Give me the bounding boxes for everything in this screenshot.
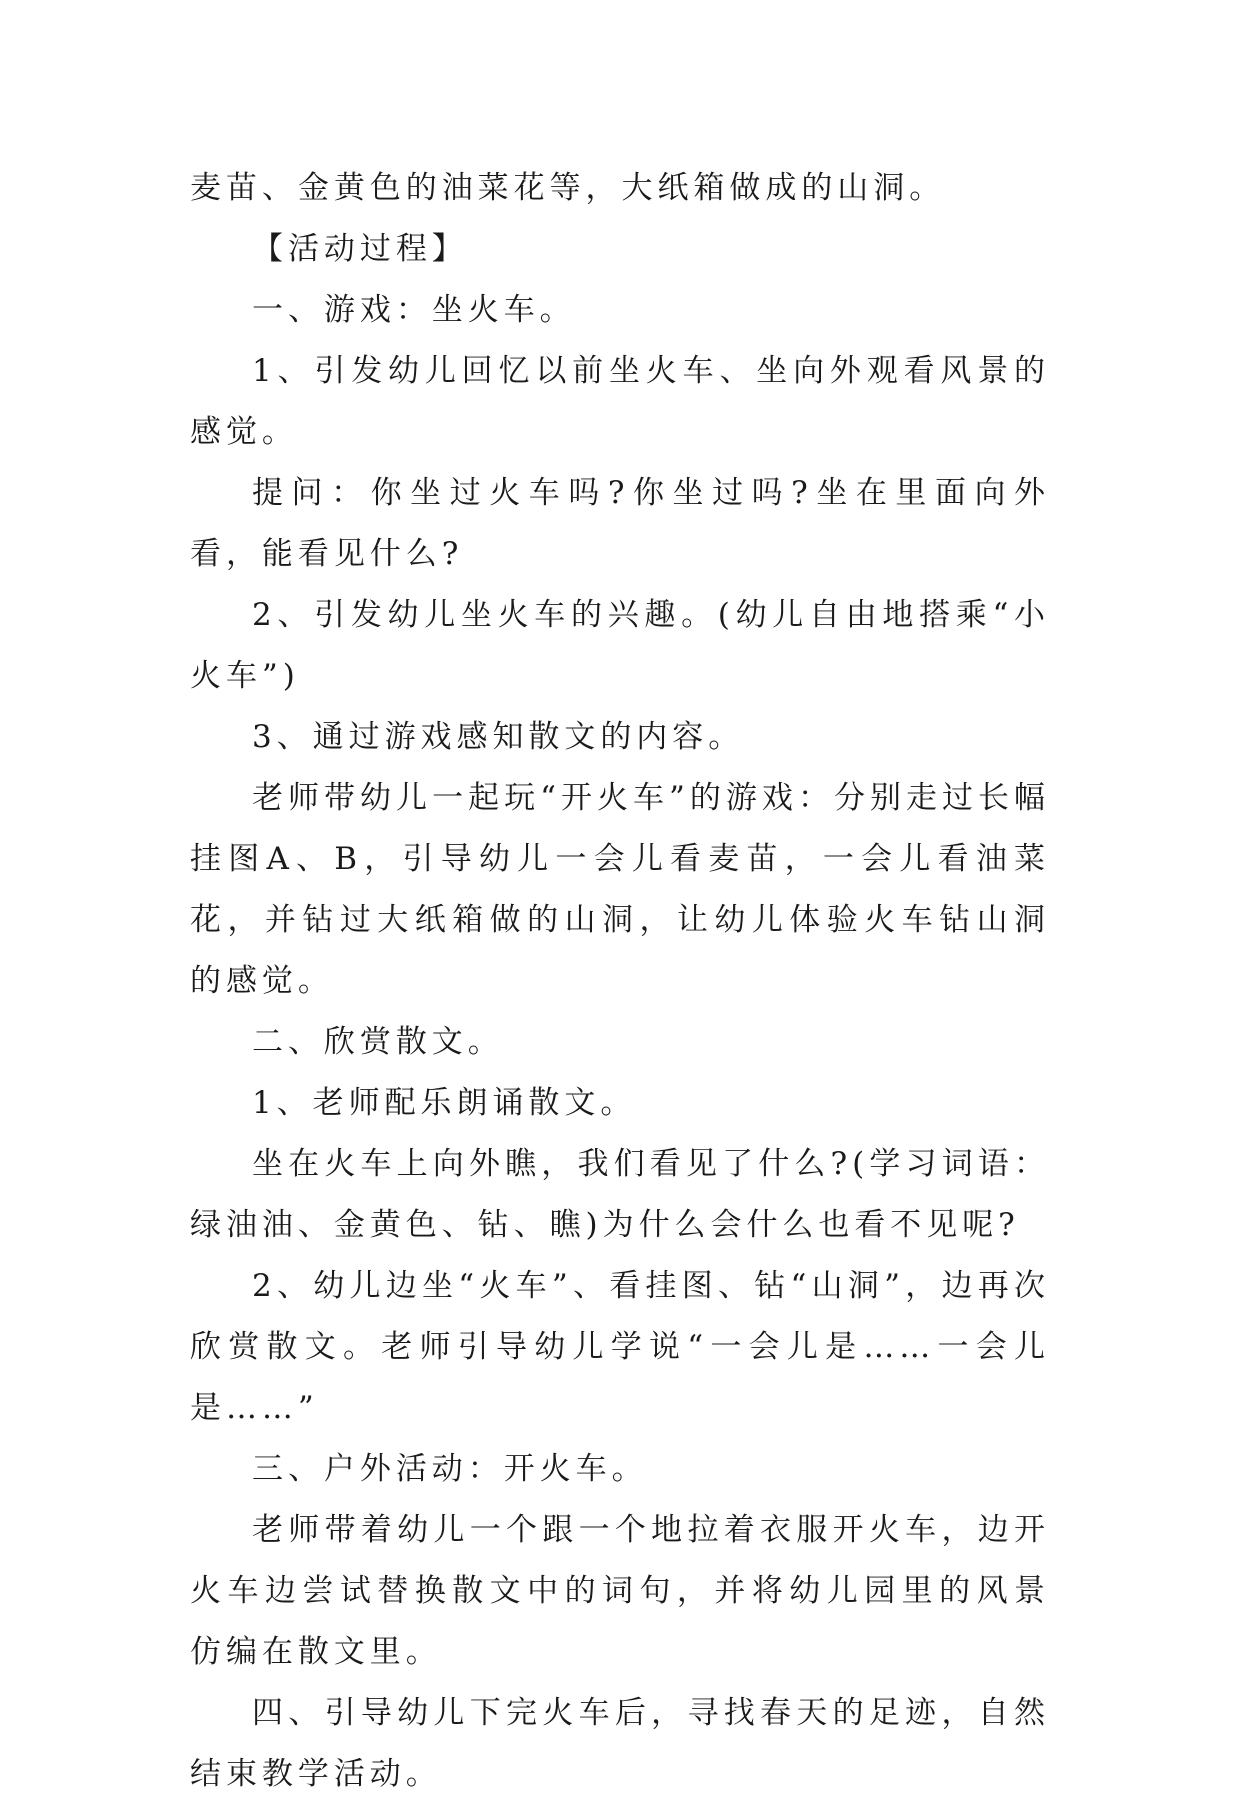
paragraph-step-1: 1、引发幼儿回忆以前坐火车、坐向外观看风景的感觉。 [190, 353, 1050, 450]
document-page [190, 158, 1050, 1805]
paragraph-train-game: 老师带幼儿一起玩“开火车”的游戏：分别走过长幅挂图A、B，引导幼儿一会儿看麦苗，一会儿看油菜花，并钻过大纸箱做的山洞，让幼儿体验火车钻山洞的感觉。 [190, 780, 1050, 999]
paragraph-question: 提问：你坐过火车吗?你坐过吗?坐在里面向外看，能看见什么? [190, 475, 1050, 572]
section-heading-appreciate: 二、欣赏散文。 [252, 1024, 504, 1060]
paragraph-outdoor-train: 老师带着幼儿一个跟一个地拉着衣服开火车，边开火车边尝试替换散文中的词句，并将幼儿园里的风景仿编在散文里。 [190, 1512, 1050, 1670]
section-heading-game: 一、游戏：坐火车。 [252, 292, 576, 328]
section-heading-outdoor: 三、户外活动：开火车。 [252, 1451, 648, 1487]
paragraph-conclusion: 四、引导幼儿下完火车后，寻找春天的足迹，自然结束教学活动。 [190, 1695, 1050, 1792]
paragraph-materials-continued: 麦苗、金黄色的油菜花等，大纸箱做成的山洞。 [190, 170, 946, 206]
paragraph-vocabulary: 坐在火车上向外瞧，我们看见了什么?(学习词语：绿油油、金黄色、钻、瞧)为什么会什么也看不见呢? [190, 1146, 1050, 1243]
paragraph-appreciate-again: 2、幼儿边坐“火车”、看挂图、钻“山洞”，边再次欣赏散文。老师引导幼儿学说“一会儿是……一会儿是……” [190, 1268, 1050, 1426]
paragraph-step-2: 2、引发幼儿坐火车的兴趣。(幼儿自由地搭乘“小火车”) [190, 597, 1050, 694]
paragraph-recite: 1、老师配乐朗诵散文。 [252, 1085, 637, 1121]
paragraph-step-3: 3、通过游戏感知散文的内容。 [252, 719, 745, 755]
heading-activity-process: 【活动过程】 [252, 231, 468, 267]
